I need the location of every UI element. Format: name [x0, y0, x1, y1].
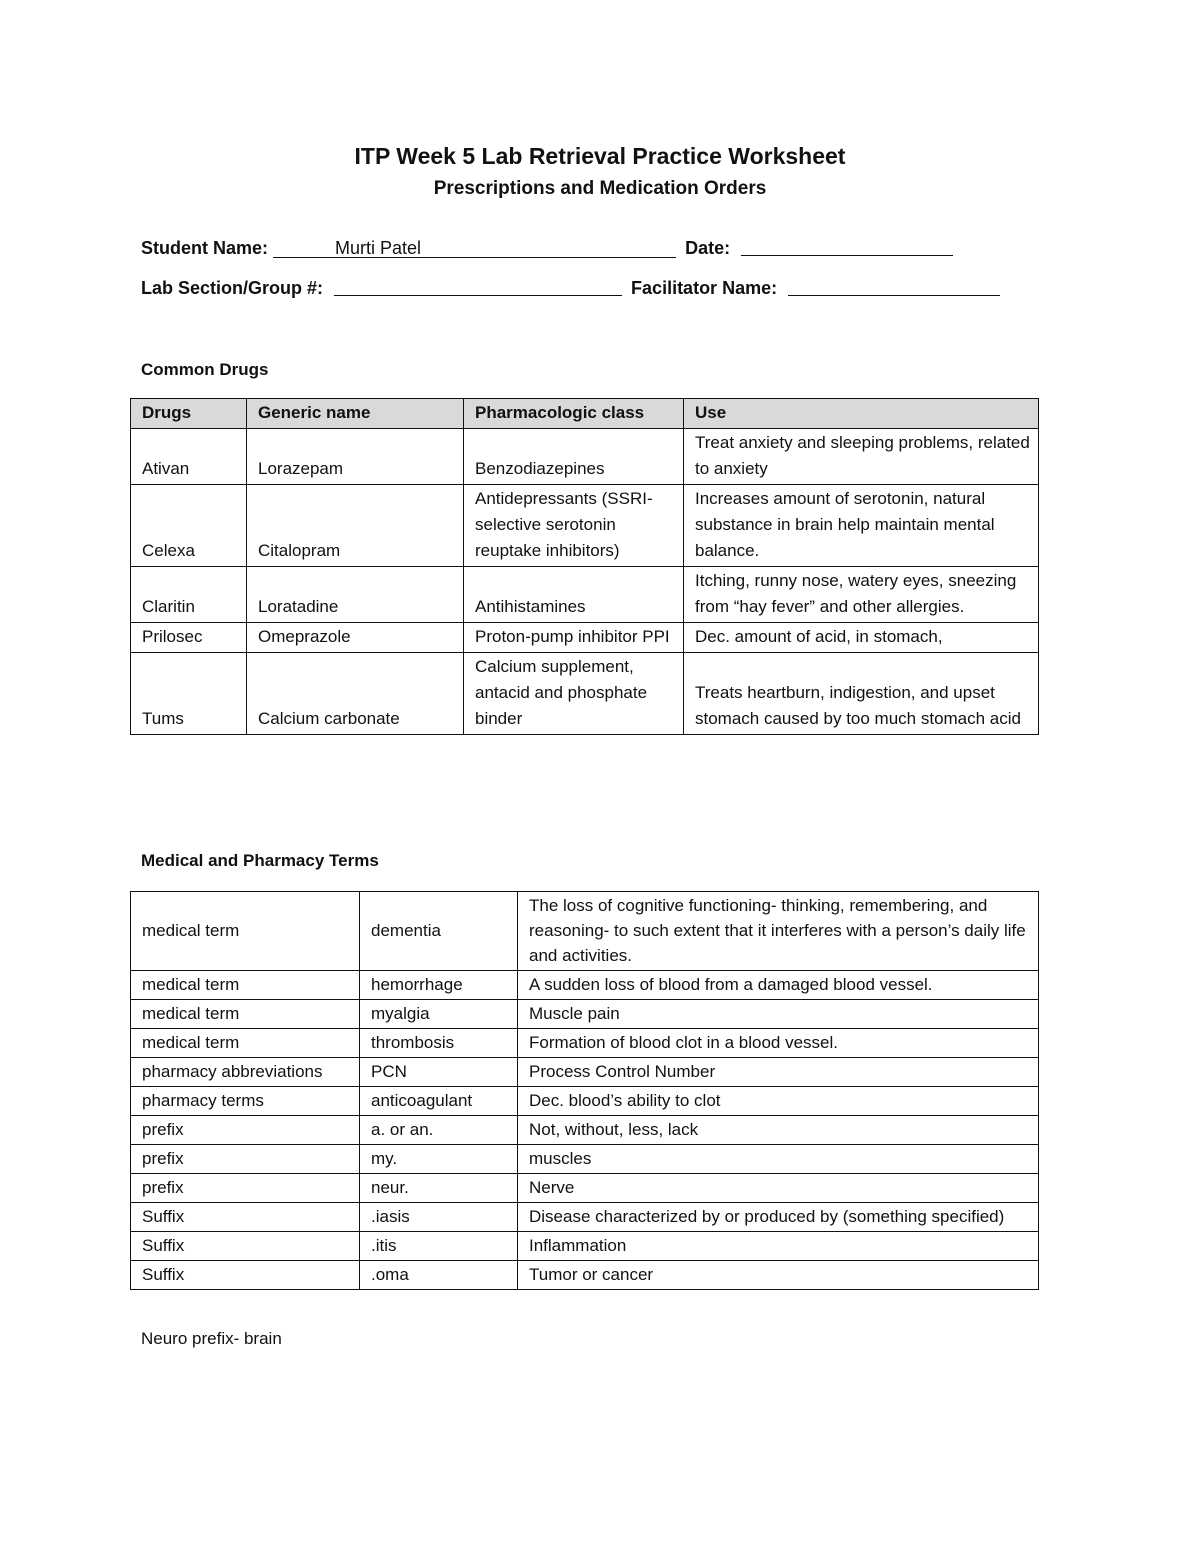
drug-name-cell: Ativan [131, 429, 247, 485]
table-row [131, 892, 1039, 971]
table-row [131, 653, 1039, 735]
pharmacologic-class-cell: Antidepressants (SSRI- selective serotonin reuptake inhibitors) [464, 485, 684, 567]
pharmacologic-class-cell: Calcium supplement, antacid and phosphate binder [464, 653, 684, 735]
term-type-cell: Suffix [131, 1203, 360, 1232]
definition-cell: Muscle pain [518, 1000, 1039, 1029]
term-type-cell: prefix [131, 1145, 360, 1174]
facilitator-label: Facilitator Name: [631, 278, 778, 298]
common-drugs-table [130, 398, 1039, 735]
definition-cell: Dec. blood’s ability to clot [518, 1087, 1039, 1116]
term-cell: PCN [360, 1058, 518, 1087]
table-row [131, 623, 1039, 653]
page-title: ITP Week 5 Lab Retrieval Practice Worksheet [354, 143, 846, 169]
column-header-generic: Generic name [247, 399, 464, 429]
term-cell: .itis [360, 1232, 518, 1261]
generic-name-cell: Citalopram [247, 485, 464, 567]
definition-cell: Not, without, less, lack [518, 1116, 1039, 1145]
term-type-cell: Suffix [131, 1232, 360, 1261]
table-row [131, 1058, 1039, 1087]
drug-name-cell: Celexa [131, 485, 247, 567]
use-cell: Itching, runny nose, watery eyes, sneezing from “hay fever” and other allergies. [684, 567, 1039, 623]
definition-cell: A sudden loss of blood from a damaged blood vessel. [518, 971, 1039, 1000]
terms-heading: Medical and Pharmacy Terms [141, 851, 379, 870]
term-type-cell: pharmacy terms [131, 1087, 360, 1116]
term-type-cell: medical term [131, 1000, 360, 1029]
pharmacologic-class-cell: Benzodiazepines [464, 429, 684, 485]
table-row [131, 1174, 1039, 1203]
generic-name-cell: Omeprazole [247, 623, 464, 653]
definition-cell: Process Control Number [518, 1058, 1039, 1087]
term-type-cell: medical term [131, 971, 360, 1000]
term-type-cell: medical term [131, 1029, 360, 1058]
use-cell: Treat anxiety and sleeping problems, related to anxiety [684, 429, 1039, 485]
lab-info-row [141, 275, 1000, 299]
term-cell: myalgia [360, 1000, 518, 1029]
term-cell: dementia [360, 892, 518, 971]
definition-cell: The loss of cognitive functioning- thinking, remembering, and reasoning- to such extent that it interferes with a person’s daily life and activities. [518, 892, 1039, 971]
footer-note: Neuro prefix- brain [141, 1329, 282, 1348]
term-type-cell: medical term [131, 892, 360, 971]
term-cell: anticoagulant [360, 1087, 518, 1116]
definition-cell: Inflammation [518, 1232, 1039, 1261]
definition-cell: muscles [518, 1145, 1039, 1174]
table-row [131, 1261, 1039, 1290]
generic-name-cell: Lorazepam [247, 429, 464, 485]
pharmacologic-class-cell: Proton-pump inhibitor PPI [464, 623, 684, 653]
drug-name-cell: Tums [131, 653, 247, 735]
table-row [131, 567, 1039, 623]
generic-name-cell: Loratadine [247, 567, 464, 623]
drug-name-cell: Claritin [131, 567, 247, 623]
table-row [131, 429, 1039, 485]
term-cell: .oma [360, 1261, 518, 1290]
term-type-cell: prefix [131, 1174, 360, 1203]
use-cell: Increases amount of serotonin, natural substance in brain help maintain mental balance. [684, 485, 1039, 567]
table-row [131, 1029, 1039, 1058]
table-header-row [131, 399, 1039, 429]
student-name-value: Murti Patel [335, 238, 422, 258]
column-header-use: Use [684, 399, 1039, 429]
table-row [131, 1116, 1039, 1145]
table-row [131, 485, 1039, 567]
definition-cell: Disease characterized by or produced by (something specified) [518, 1203, 1039, 1232]
table-row [131, 1000, 1039, 1029]
term-type-cell: Suffix [131, 1261, 360, 1290]
term-cell: neur. [360, 1174, 518, 1203]
definition-cell: Tumor or cancer [518, 1261, 1039, 1290]
definition-cell: Formation of blood clot in a blood vessel. [518, 1029, 1039, 1058]
term-cell: .iasis [360, 1203, 518, 1232]
table-row [131, 1087, 1039, 1116]
lab-section-field[interactable] [334, 277, 622, 296]
pharmacologic-class-cell: Antihistamines [464, 567, 684, 623]
generic-name-cell: Calcium carbonate [247, 653, 464, 735]
facilitator-field[interactable] [788, 277, 1000, 296]
student-info-row [141, 235, 953, 259]
use-cell: Dec. amount of acid, in stomach, [684, 623, 1039, 653]
page-subtitle: Prescriptions and Medication Orders [433, 178, 767, 199]
term-cell: a. or an. [360, 1116, 518, 1145]
column-header-drugs: Drugs [131, 399, 247, 429]
term-type-cell: pharmacy abbreviations [131, 1058, 360, 1087]
term-type-cell: prefix [131, 1116, 360, 1145]
term-cell: hemorrhage [360, 971, 518, 1000]
table-row [131, 1232, 1039, 1261]
student-name-field[interactable] [273, 239, 676, 258]
table-row [131, 1203, 1039, 1232]
drug-name-cell: Prilosec [131, 623, 247, 653]
column-header-class: Pharmacologic class [464, 399, 684, 429]
definition-cell: Nerve [518, 1174, 1039, 1203]
table-row [131, 1145, 1039, 1174]
use-cell: Treats heartburn, indigestion, and upset stomach caused by too much stomach acid [684, 653, 1039, 735]
terms-table [130, 891, 1039, 1290]
term-cell: thrombosis [360, 1029, 518, 1058]
term-cell: my. [360, 1145, 518, 1174]
lab-section-label: Lab Section/Group #: [141, 278, 324, 298]
date-field[interactable] [741, 237, 953, 256]
date-label: Date: [685, 238, 731, 258]
student-name-label: Student Name: [141, 238, 269, 258]
table-row [131, 971, 1039, 1000]
common-drugs-heading: Common Drugs [141, 360, 269, 379]
